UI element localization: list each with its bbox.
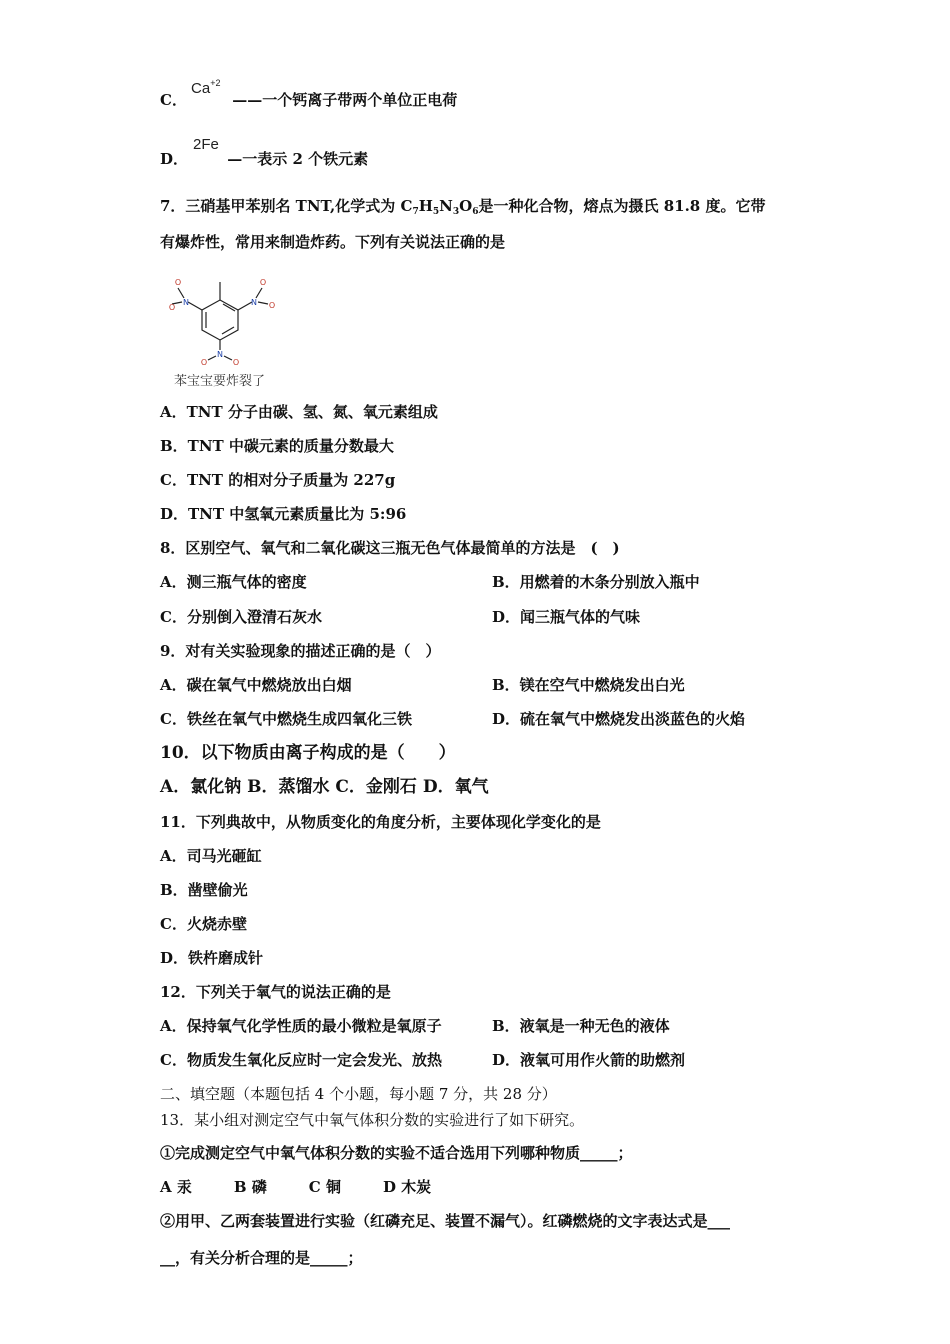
benzene-ring	[202, 300, 238, 340]
q6-calcium-ion-formula: $Ca^{+2}$	[191, 78, 221, 97]
nitro-n-left: N	[183, 298, 189, 307]
q10-stem: 10．以下物质由离子构成的是（ ）	[160, 743, 456, 763]
q6-iron-formula: 2Fe	[193, 136, 219, 153]
q13-choice-c: C 铜	[308, 1178, 341, 1196]
q8-option-d: D．闻三瓶气体的气味	[492, 608, 641, 626]
q8-option-a: A．测三瓶气体的密度	[160, 573, 307, 591]
q12-stem: 12．下列关于氧气的说法正确的是	[160, 983, 391, 1001]
q7-stem-line2: 有爆炸性，常用来制造炸药。下列有关说法正确的是	[160, 233, 506, 251]
q12-option-b: B．液氧是一种无色的液体	[492, 1017, 670, 1035]
q6-option-c-text: ——一个钙离子带两个单位正电荷	[232, 91, 458, 109]
q7-stem-line1: 7．三硝基甲苯别名 TNT,化学式为 $C_7H_5N_3O_6$是一种化合物，熔点为摄氏 81.8 度。它带	[160, 197, 766, 217]
q10-options: A．氯化钠 B．蒸馏水 C．金刚石 D．氧气	[160, 777, 489, 797]
tnt-figure-caption: 苯宝宝要炸裂了	[174, 374, 266, 389]
q12-option-a: A．保持氧气化学性质的最小微粒是氧原子	[160, 1017, 442, 1035]
tnt-structure-image	[168, 266, 298, 386]
q13-choice-a: A 汞	[160, 1178, 192, 1196]
nitro-n-right: N	[251, 298, 257, 307]
q7-option-c: C．TNT 的相对分子质量为 227g	[160, 471, 396, 489]
q9-option-c: C．铁丝在氧气中燃烧生成四氧化三铁	[160, 710, 412, 728]
nitro-o-right-bottom: O	[268, 301, 276, 310]
q9-option-a: A．碳在氧气中燃烧放出白烟	[160, 676, 352, 694]
q11-stem: 11．下列典故中，从物质变化的角度分析，主要体现化学变化的是	[160, 813, 601, 831]
q8-stem: 8．区别空气、氧气和二氧化碳这三瓶无色气体最简单的方法是 ( )	[160, 539, 620, 557]
q6-option-d: D． —一表示 2 个铁元素	[160, 150, 369, 168]
q9-stem: 9．对有关实验现象的描述正确的是（ ）	[160, 642, 441, 660]
q12-option-c: C．物质发生氧化反应时一定会发光、放热	[160, 1051, 442, 1069]
q13-part2-line2: __，有关分析合理的是_____；	[160, 1249, 363, 1267]
q13-choice-b: B 磷	[233, 1178, 267, 1196]
q7-option-d: D．TNT 中氢氧元素质量比为 5:96	[160, 505, 407, 523]
q11-option-a: A．司马光砸缸	[160, 847, 262, 865]
q8-option-b: B．用燃着的木条分别放入瓶中	[492, 573, 700, 591]
q13-part2-line1: ②用甲、乙两套装置进行实验（红磷充足、装置不漏气）。红磷燃烧的文字表达式是___	[160, 1212, 731, 1230]
q11-option-c: C．火烧赤壁	[160, 915, 247, 933]
q6-option-c: C． ——一个钙离子带两个单位正电荷	[160, 91, 458, 109]
q11-option-d: D．铁杵磨成针	[160, 949, 264, 967]
section-2-title: 二、填空题（本题包括 4 个小题，每小题 7 分，共 28 分）	[160, 1085, 557, 1103]
nitro-o-right-top: O	[259, 278, 267, 287]
q6-option-d-text: —一表示 2 个铁元素	[227, 150, 369, 168]
nitro-o-bottom-right: O	[232, 358, 240, 367]
nitro-o-bottom-left: O	[200, 358, 208, 367]
q9-option-b: B．镁在空气中燃烧发出白光	[492, 676, 685, 694]
q11-option-b: B．凿壁偷光	[160, 881, 248, 899]
q7-option-b: B．TNT 中碳元素的质量分数最大	[160, 437, 394, 455]
q9-option-d: D．硫在氧气中燃烧发出淡蓝色的火焰	[492, 710, 746, 728]
nitro-n-bottom: N	[217, 350, 223, 359]
nitro-o-left-bottom: O	[168, 303, 176, 312]
q13-part1: ①完成测定空气中氧气体积分数的实验不适合选用下列哪种物质_____；	[160, 1144, 633, 1162]
q12-option-d: D．液氧可用作火箭的助燃剂	[492, 1051, 686, 1069]
q13-stem: 13．某小组对测定空气中氧气体积分数的实验进行了如下研究。	[160, 1111, 585, 1129]
q13-choice-d: D 木炭	[382, 1178, 432, 1196]
q13-choices	[160, 1177, 431, 1197]
q8-option-c: C．分别倒入澄清石灰水	[160, 608, 322, 626]
q7-option-a: A．TNT 分子由碳、氢、氮、氧元素组成	[160, 403, 438, 421]
nitro-o-left-top: O	[174, 278, 182, 287]
